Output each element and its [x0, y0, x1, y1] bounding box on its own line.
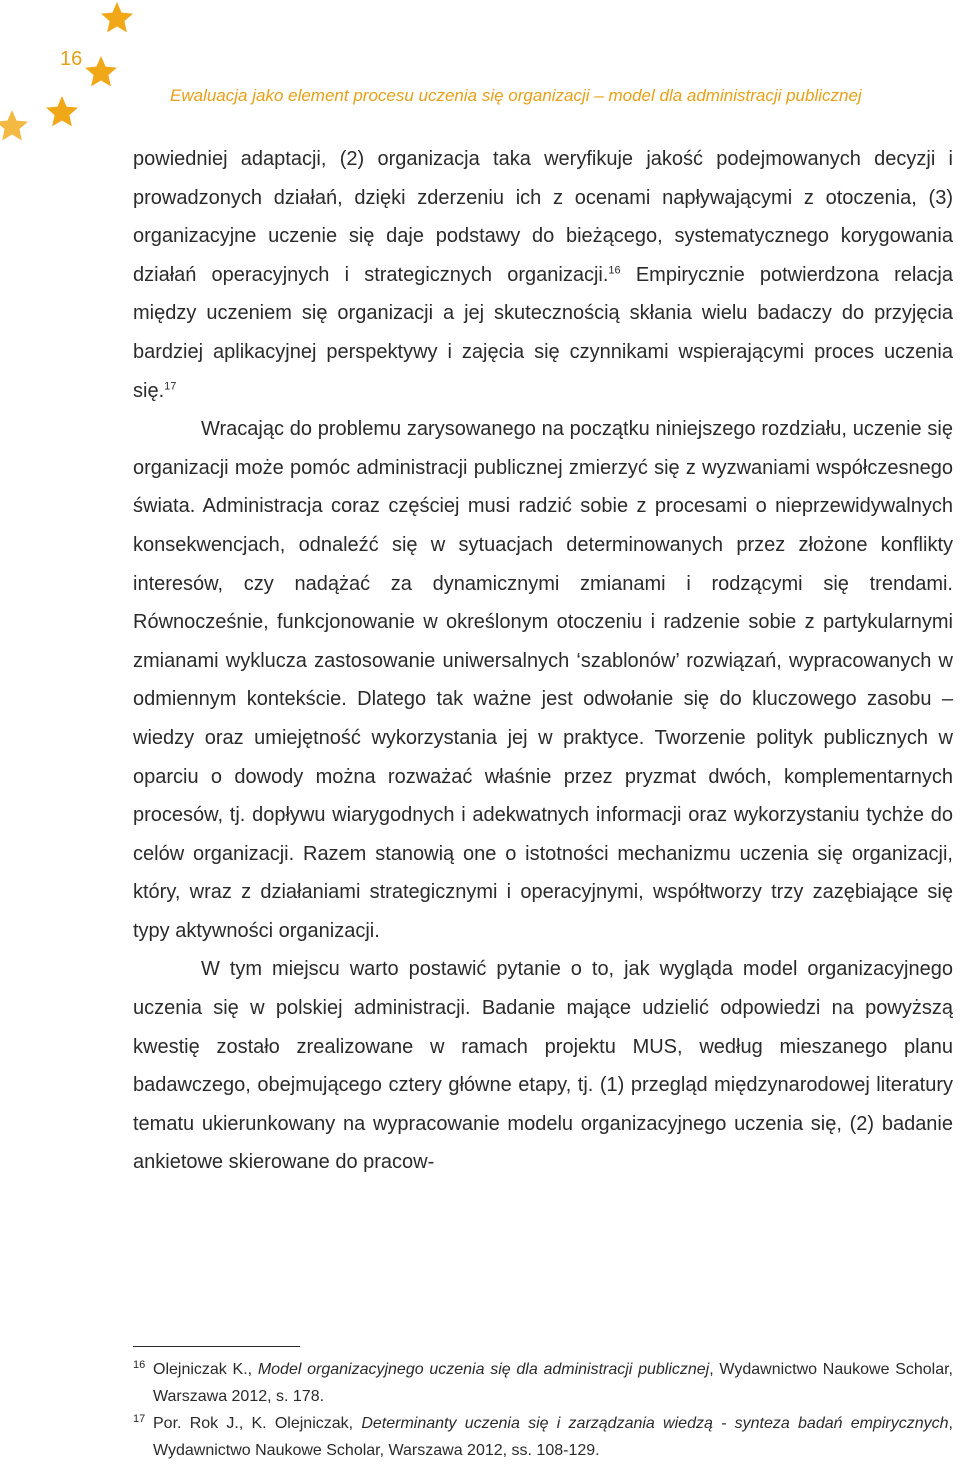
paragraph: W tym miejscu warto postawić pytanie o to, jak wygląda model organizacyjnego uczenia się w polskiej administracji. Badanie mające udzielić odpowiedzi na powyższą kwestię zostało zrealizowane w ramach projektu MUS, według mieszanego planu badawczego, obejmującego cztery główne etapy, tj. (1) przegląd międzynarodowej literatury tematu ukierunkowany na wypracowanie modelu organizacyjnego uczenia się, (2) badanie ankietowe skierowane do pracow- — [133, 958, 953, 1174]
footnote-text: Por. Rok J., K. Olejniczak, — [153, 1415, 362, 1432]
footnote-number: 17 — [133, 1413, 146, 1425]
footnote-text: , Wydawnictwo Naukowe Scholar, Warszawa 2012, s. 178. — [153, 1361, 954, 1405]
star-icon — [101, 2, 133, 32]
footnote-ref[interactable]: 17 — [164, 379, 177, 392]
body-text — [133, 140, 953, 1182]
footnotes — [133, 1356, 953, 1464]
footnote — [133, 1410, 953, 1464]
star-icon — [46, 96, 78, 126]
star-decoration — [0, 0, 140, 150]
star-icon — [85, 56, 117, 86]
footnote-title: Model organizacyjnego uczenia się dla administracji publicznej — [257, 1361, 710, 1378]
paragraph: Wracając do problemu zarysowanego na początku niniejszego rozdziału, uczenie się organizacji może pomóc administracji publicznej zmierzyć się z wyzwaniami współczesnego świata. Administracja coraz częściej musi radzić sobie z procesami o nieprzewidywalnych konsekwencjach, odnaleźć się w sytuacjach determinowanych przez złożone konflikty interesów, czy nadążać za dynamicznymi zmianami i rodzącymi się trendami. Równocześnie, funkcjonowanie w określonym otoczeniu i radzenie sobie z partykularnymi zmianami wyklucza zastosowanie uniwersalnych ‘szablonów’ rozwiązań, wypracowanych w odmiennym kontekście. Dlatego tak ważne jest odwołanie się do kluczowego zasobu – wiedzy oraz umiejętność wykorzystania jej w praktyce. Tworzenie polityk publicznych w oparciu o dowody można rozważać właśnie przez pryzmat dwóch, komplementarnych procesów, tj. dopływu wiarygodnych i adekwatnych informacji oraz wykorzystaniu tychże do celów organizacji. Razem stanowią one o istotności mechanizmu uczenia się organizacji, który, wraz z działaniami strategicznymi i operacyjnymi, współtworzy trzy zazębiające się typy aktywności organizacji. — [133, 418, 953, 942]
footnote-title: Determinanty uczenia się i zarządzania wiedzą - synteza badań empirycznych — [361, 1415, 949, 1432]
footnote-number: 16 — [133, 1359, 146, 1371]
footnote-divider — [133, 1346, 300, 1347]
paragraph — [133, 140, 953, 410]
footnote-text: , Wydawnictwo Naukowe Scholar, Warszawa 2012, ss. 108-129. — [153, 1415, 953, 1459]
running-header: Ewaluacja jako element procesu uczenia się organizacji – model dla administracji publicznej — [170, 86, 862, 105]
footnote-ref[interactable]: 16 — [608, 264, 621, 277]
page-number: 16 — [60, 48, 83, 70]
paragraph-text: Empirycznie potwierdzona relacja między uczeniem się organizacji a jej skutecznością skłania wielu badaczy do przyjęcia bardziej aplikacyjnej perspektywy i zajęcia się czynnikami wspierającymi proces uczenia się. — [133, 263, 953, 402]
footnote-text: Olejniczak K., — [153, 1361, 258, 1378]
paragraph-text: powiedniej adaptacji, (2) organizacja taka weryfikuje jakość podejmowanych decyzji i prowadzonych działań, dzięki zderzeniu ich z ocenami napływającymi z otoczenia, (3) organizacyjne uczenie się daje podstawy do bieżącego, systematycznego korygowania działań operacyjnych i strategicznych organizacji. — [133, 148, 953, 286]
star-icon — [0, 110, 28, 140]
footnote — [133, 1356, 953, 1410]
